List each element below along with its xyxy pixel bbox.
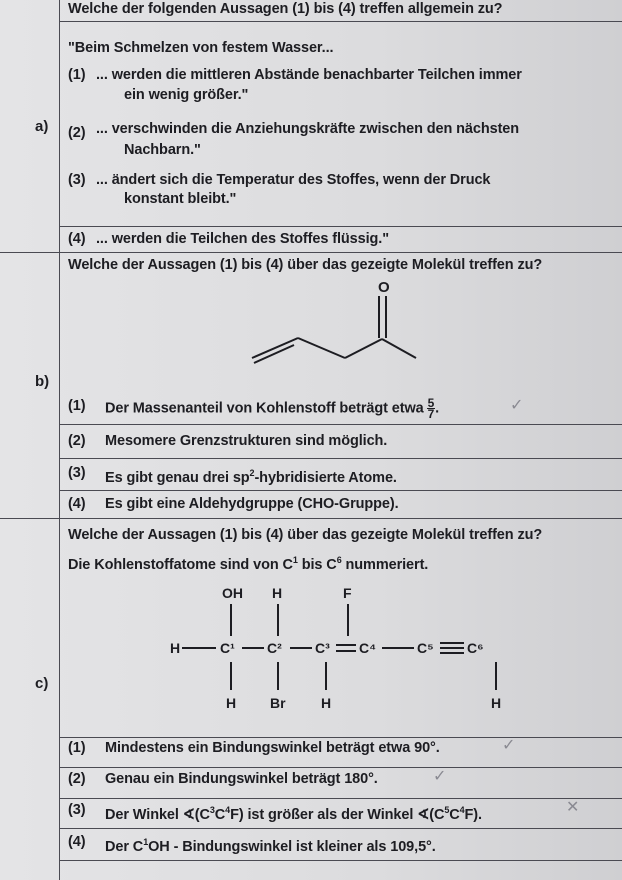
atom-h: H (491, 695, 502, 711)
a-item-1-line2: ein wenig größer." (124, 87, 249, 103)
divider (59, 860, 622, 861)
row-divider-a-b (0, 252, 622, 253)
b-item-4-num: (4) (68, 496, 86, 512)
divider (59, 737, 622, 738)
carbon-c5: C⁵ (417, 640, 434, 656)
a-item-3-num: (3) (68, 172, 86, 188)
a-item-2-line1: ... verschwinden die Anziehungskräfte zwischen den nächsten (96, 121, 520, 137)
atom-br: Br (270, 695, 286, 711)
carbon-c2: C² (267, 640, 282, 656)
c-item-3-text: Der Winkel $∢(C^3C^4F)$ ist größer als der Winkel $∢(C^5C^4F)$. (105, 805, 482, 823)
cross-mark-icon: ✕ (566, 799, 580, 816)
c-item-2-num: (2) (68, 771, 86, 787)
atom-h: H (226, 695, 237, 711)
section-label-c: c) (35, 675, 49, 692)
a-item-4-line1: ... werden die Teilchen des Stoffes flüssig." (96, 231, 389, 247)
carbon-c6: C⁶ (467, 640, 484, 656)
bond (345, 339, 382, 358)
header-question: Welche der folgenden Aussagen (1) bis (4) treffen allgemein zu? (68, 1, 503, 17)
c-item-2-text: Genau ein Bindungswinkel beträgt 180°. (105, 771, 378, 787)
c-item-1-text: Mindestens ein Bindungswinkel beträgt etwa 90°. (105, 740, 440, 756)
b-item-4-text: Es gibt eine Aldehydgruppe (CHO-Gruppe). (105, 496, 399, 512)
oh-group: OH (222, 585, 243, 601)
divider (59, 828, 622, 829)
a-item-3-line1: ... ändert sich die Temperatur des Stoffes, wenn der Druck (96, 172, 491, 188)
a-item-2-line2: Nachbarn." (124, 142, 201, 158)
atom-h: H (170, 640, 181, 656)
carbon-c1: C¹ (220, 640, 235, 656)
atom-f: F (343, 585, 352, 601)
check-mark-icon: ✓ (433, 768, 447, 785)
b-item-3-num: (3) (68, 465, 86, 481)
molecule-structure-b (230, 272, 430, 372)
c-item-4-num: (4) (68, 834, 86, 850)
c-item-3-num: (3) (68, 802, 86, 818)
divider (59, 767, 622, 768)
b-item-1-text: Der Massenanteil von Kohlenstoff beträgt etwa $\frac{5}{7}$ . (105, 396, 440, 421)
row-divider-b-c (0, 518, 622, 519)
column-divider (59, 0, 60, 880)
divider (59, 458, 622, 459)
divider (59, 798, 622, 799)
carbon-c3: C³ (315, 640, 330, 656)
bond (382, 339, 416, 358)
fraction: $\frac{5}{7}$ (427, 396, 435, 421)
carbon-c4: C⁴ (359, 640, 377, 656)
b-question: Welche der Aussagen (1) bis (4) über das gezeigte Molekül treffen zu? (68, 257, 543, 273)
divider (59, 490, 622, 491)
b-item-1-num: (1) (68, 398, 86, 414)
b-item-3-text: Es gibt genau drei $sp^2$-hybridisierte Atome. (105, 468, 397, 486)
atom-h: H (321, 695, 332, 711)
a-intro: "Beim Schmelzen von festem Wasser... (68, 40, 334, 56)
oxygen-atom: O (378, 279, 390, 296)
c-question: Welche der Aussagen (1) bis (4) über das gezeigte Molekül treffen zu? (68, 527, 543, 543)
check-mark-icon: ✓ (502, 737, 516, 754)
c-numbering-note: Die Kohlenstoffatome sind von $C^1$ bis $C^6$ nummeriert. (68, 555, 429, 573)
divider (59, 226, 622, 227)
a-item-3-line2: konstant bleibt." (124, 191, 237, 207)
section-label-b: b) (35, 373, 50, 390)
check-mark-icon: ✓ (510, 397, 524, 414)
b-item-2-num: (2) (68, 433, 86, 449)
bond (252, 338, 298, 358)
c-item-1-num: (1) (68, 740, 86, 756)
divider (59, 21, 622, 22)
b-item-2-text: Mesomere Grenzstrukturen sind möglich. (105, 433, 388, 449)
a-item-2-num: (2) (68, 125, 86, 141)
molecule-structure-c (160, 578, 540, 713)
bond (298, 338, 345, 358)
section-label-a: a) (35, 118, 49, 135)
c-item-4-text: Der $C^1OH$ - Bindungswinkel ist kleiner als 109,5°. (105, 837, 436, 855)
a-item-4-num: (4) (68, 231, 86, 247)
divider (59, 424, 622, 425)
a-item-1-num: (1) (68, 67, 86, 83)
atom-h: H (272, 585, 283, 601)
a-item-1-line1: ... werden die mittleren Abstände benachbarter Teilchen immer (96, 67, 522, 83)
